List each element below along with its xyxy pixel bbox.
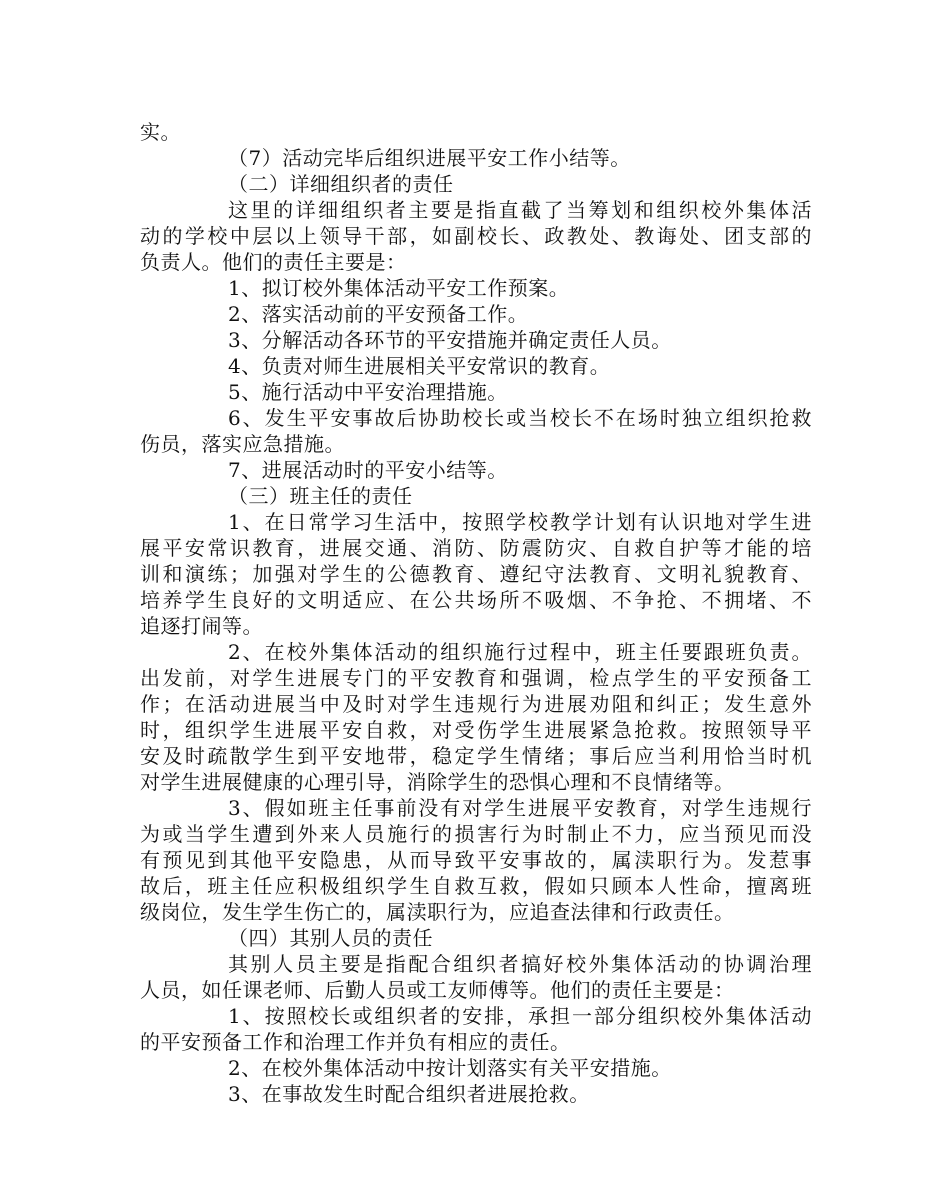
text-line: 3、分解活动各环节的平安措施并确定责任人员。 xyxy=(228,328,672,352)
text-line: 培养学生良好的文明适应、在公共场所不吸烟、不争抢、不拥堵、不 xyxy=(140,588,812,612)
text-line: 这里的详细组织者主要是指直截了当筹划和组织校外集体活 xyxy=(228,198,812,222)
text-line: 对学生进展健康的心理引导，消除学生的恐惧心理和不良情绪等。 xyxy=(140,770,735,794)
text-line: （三）班主任的责任 xyxy=(228,484,413,508)
text-line: 有预见到其他平安隐患，从而导致平安事故的，属渎职行为。发惹事 xyxy=(140,848,812,872)
text-line: 展平安常识教育，进展交通、消防、防震防灾、自救自护等才能的培 xyxy=(140,536,812,560)
text-line: 6、发生平安事故后协助校长或当校长不在场时独立组织抢救 xyxy=(228,406,812,430)
text-line: 7、进展活动时的平安小结等。 xyxy=(228,458,508,482)
document-page xyxy=(140,119,812,1107)
text-line: 1、在日常学习生活中，按照学校教学计划有认识地对学生进 xyxy=(228,510,812,534)
text-line: 1、拟订校外集体活动平安工作预案。 xyxy=(228,276,570,300)
text-line: 出发前，对学生进展专门的平安教育和强调，检点学生的平安预备工 xyxy=(140,666,812,690)
text-line: 2、在校外集体活动中按计划落实有关平安措施。 xyxy=(228,1056,672,1080)
text-line: 3、假如班主任事前没有对学生进展平安教育，对学生违规行 xyxy=(228,796,812,820)
text-line: 1、按照校长或组织者的安排，承担一部分组织校外集体活动 xyxy=(228,1004,812,1028)
text-line: （四）其别人员的责任 xyxy=(228,926,433,950)
text-line: 为或当学生遭到外来人员施行的损害行为时制止不力，应当预见而没 xyxy=(140,822,812,846)
text-line: 追逐打闹等。 xyxy=(140,614,263,638)
text-line: 4、负责对师生进展相关平安常识的教育。 xyxy=(228,354,611,378)
text-line: 安及时疏散学生到平安地带，稳定学生情绪；事后应当利用恰当时机 xyxy=(140,744,812,768)
text-line: 时，组织学生进展平安自救，对受伤学生进展紧急抢救。按照领导平 xyxy=(140,718,812,742)
text-line: 的平安预备工作和治理工作并负有相应的责任。 xyxy=(140,1030,571,1054)
text-line: 5、施行活动中平安治理措施。 xyxy=(228,380,508,404)
text-line: 训和演练；加强对学生的公德教育、遵纪守法教育、文明礼貌教育、 xyxy=(140,562,812,586)
text-line: 负责人。他们的责任主要是： xyxy=(140,250,407,274)
text-line: 实。 xyxy=(140,120,181,144)
text-line: 3、在事故发生时配合组织者进展抢救。 xyxy=(228,1082,590,1106)
text-line: 故后，班主任应积极组织学生自救互救，假如只顾本人性命，擅离班 xyxy=(140,874,812,898)
text-line: 伤员，落实应急措施。 xyxy=(140,432,345,456)
text-line: （二）详细组织者的责任 xyxy=(228,172,454,196)
text-line: 其别人员主要是指配合组织者搞好校外集体活动的协调治理 xyxy=(228,952,812,976)
text-line: 人员，如任课老师、后勤人员或工友师傅等。他们的责任主要是： xyxy=(140,978,735,1002)
text-line: 2、在校外集体活动的组织施行过程中，班主任要跟班负责。 xyxy=(228,640,812,664)
text-line: 2、落实活动前的平安预备工作。 xyxy=(228,302,529,326)
text-line: （7）活动完毕后组织进展平安工作小结等。 xyxy=(228,146,631,170)
text-line: 作；在活动进展当中及时对学生违规行为进展劝阻和纠正；发生意外 xyxy=(140,692,812,716)
text-line: 动的学校中层以上领导干部，如副校长、政教处、教诲处、团支部的 xyxy=(140,224,812,248)
text-line: 级岗位，发生学生伤亡的，属渎职行为，应追查法律和行政责任。 xyxy=(140,900,735,924)
